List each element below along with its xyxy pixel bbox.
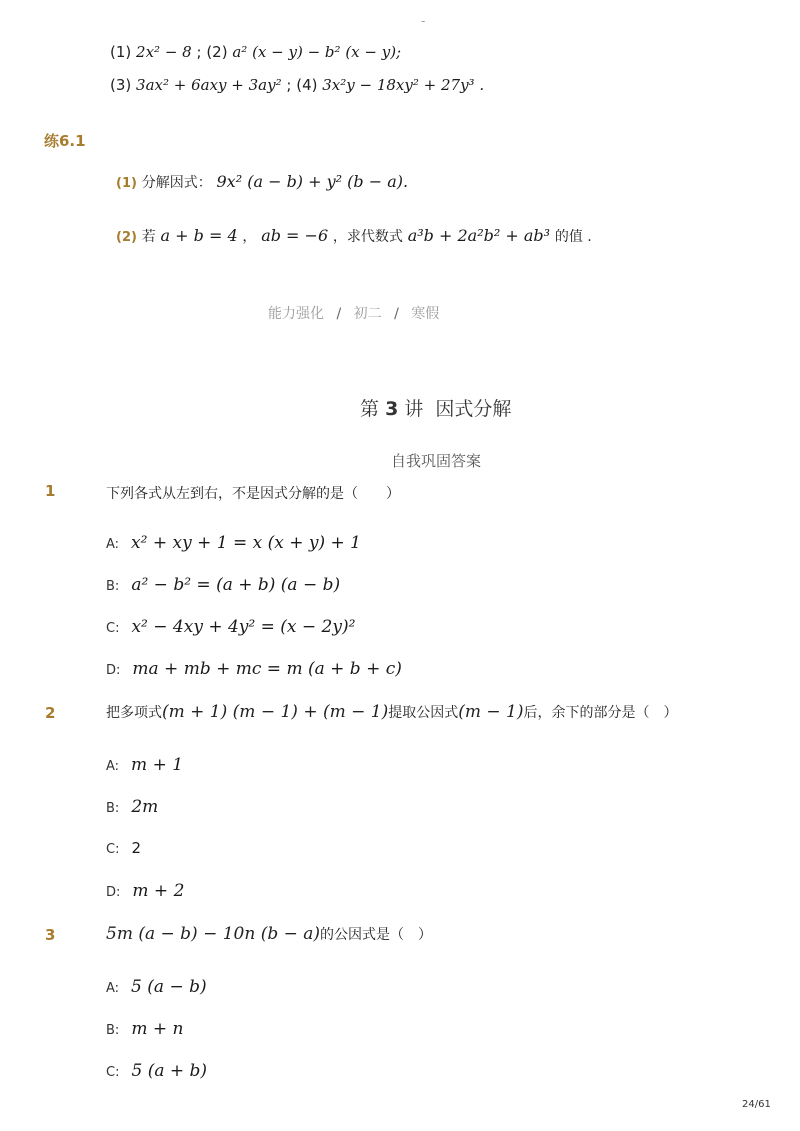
math-expression: ab = −6 [261,226,329,245]
practice-title: 练6.1 [44,132,86,150]
question-text-part: 把多项式 [106,705,162,721]
part-label: (1) [110,43,132,61]
breadcrumb [268,303,439,323]
question-text-part: 的公因式是（ ） [320,927,433,943]
question-text [106,702,677,722]
question-text: ，求代数式 [332,229,403,245]
question-number: 3 [45,926,56,944]
option-d[interactable] [106,659,402,679]
exercise-row-2 [110,76,484,94]
option-value: 5 (a − b) [131,977,207,997]
math-expression: 2x² − 8 [136,43,192,61]
math-expression: 3x²y − 18xy² + 27y³ . [322,76,485,94]
option-label: B: [106,1023,120,1038]
question-text: ， [242,229,257,245]
question-text: 若 [141,229,156,245]
breadcrumb-item: 初二 [353,306,382,322]
question-text: 下列各式从左到右，不是因式分解的是（ ） [106,486,400,502]
option-label: A: [106,537,120,552]
question-text: 分解因式： [141,175,212,191]
question-text: 的值 . [554,229,592,245]
lecture-topic: 因式分解 [435,398,512,420]
separator: ; [196,43,202,61]
option-a[interactable] [106,533,361,553]
option-c[interactable] [106,1061,207,1081]
option-value: a² − b² = (a + b) (a − b) [131,575,341,595]
exercise-row-1 [110,43,401,61]
part-label: (4) [296,76,318,94]
option-label: C: [106,1065,120,1080]
option-b[interactable] [106,1019,183,1039]
practice-question-1 [116,172,408,192]
breadcrumb-item: 寒假 [411,306,440,322]
breadcrumb-item: 能力强化 [268,306,324,322]
math-expression: 9x² (a − b) + y² (b − a). [216,172,409,191]
part-label: (2) [206,43,228,61]
option-value: 2 [131,839,142,857]
option-c[interactable] [106,839,141,857]
option-value: x² + xy + 1 = x (x + y) + 1 [131,533,361,553]
question-number: (2) [116,230,137,245]
math-expression: a³b + 2a²b² + ab³ [407,226,551,245]
option-label: C: [106,621,120,636]
option-label: D: [106,663,121,678]
option-label: D: [106,885,121,900]
part-label: (3) [110,76,132,94]
option-d[interactable] [106,881,184,901]
option-a[interactable] [106,755,183,775]
math-expression: 5m (a − b) − 10n (b − a) [106,924,321,944]
question-text [106,924,432,944]
page-number: 24/61 [742,1099,771,1110]
practice-question-2 [116,226,592,246]
math-expression: a² (x − y) − b² (x − y); [232,43,402,61]
breadcrumb-separator: / [394,306,399,322]
option-value: ma + mb + mc = m (a + b + c) [132,659,402,679]
option-value: 2m [131,797,159,817]
option-b[interactable] [106,575,340,595]
option-value: 5 (a + b) [131,1061,208,1081]
lecture-suffix: 讲 [404,398,424,420]
lecture-prefix: 第 [360,398,380,420]
lecture-title [360,394,511,421]
option-b[interactable] [106,797,158,817]
option-label: A: [106,759,120,774]
question-text-part: 后，余下的部分是（ ） [523,705,678,721]
math-expression: (m − 1) [458,702,524,722]
option-label: A: [106,981,120,996]
option-c[interactable] [106,617,355,637]
option-value: m + 1 [131,755,184,775]
math-expression: (m + 1) (m − 1) + (m − 1) [162,702,389,722]
math-expression: a + b = 4 [160,226,238,245]
question-number: 2 [45,704,56,722]
option-label: B: [106,579,120,594]
option-value: m + 2 [132,881,185,901]
lecture-number: 3 [385,398,399,420]
lecture-subtitle: 自我巩固答案 [391,452,482,470]
option-value: x² − 4xy + 4y² = (x − 2y)² [131,617,356,637]
breadcrumb-separator: / [336,306,342,322]
top-mark: - [421,14,426,28]
math-expression: 3ax² + 6axy + 3ay² [136,76,282,94]
option-label: B: [106,801,120,816]
question-number: 1 [45,482,56,500]
question-text-part: 提取公因式 [388,705,459,721]
question-number: (1) [116,176,137,191]
option-label: C: [106,842,120,857]
option-a[interactable] [106,977,207,997]
option-value: m + n [131,1019,184,1039]
separator: ; [286,76,292,94]
